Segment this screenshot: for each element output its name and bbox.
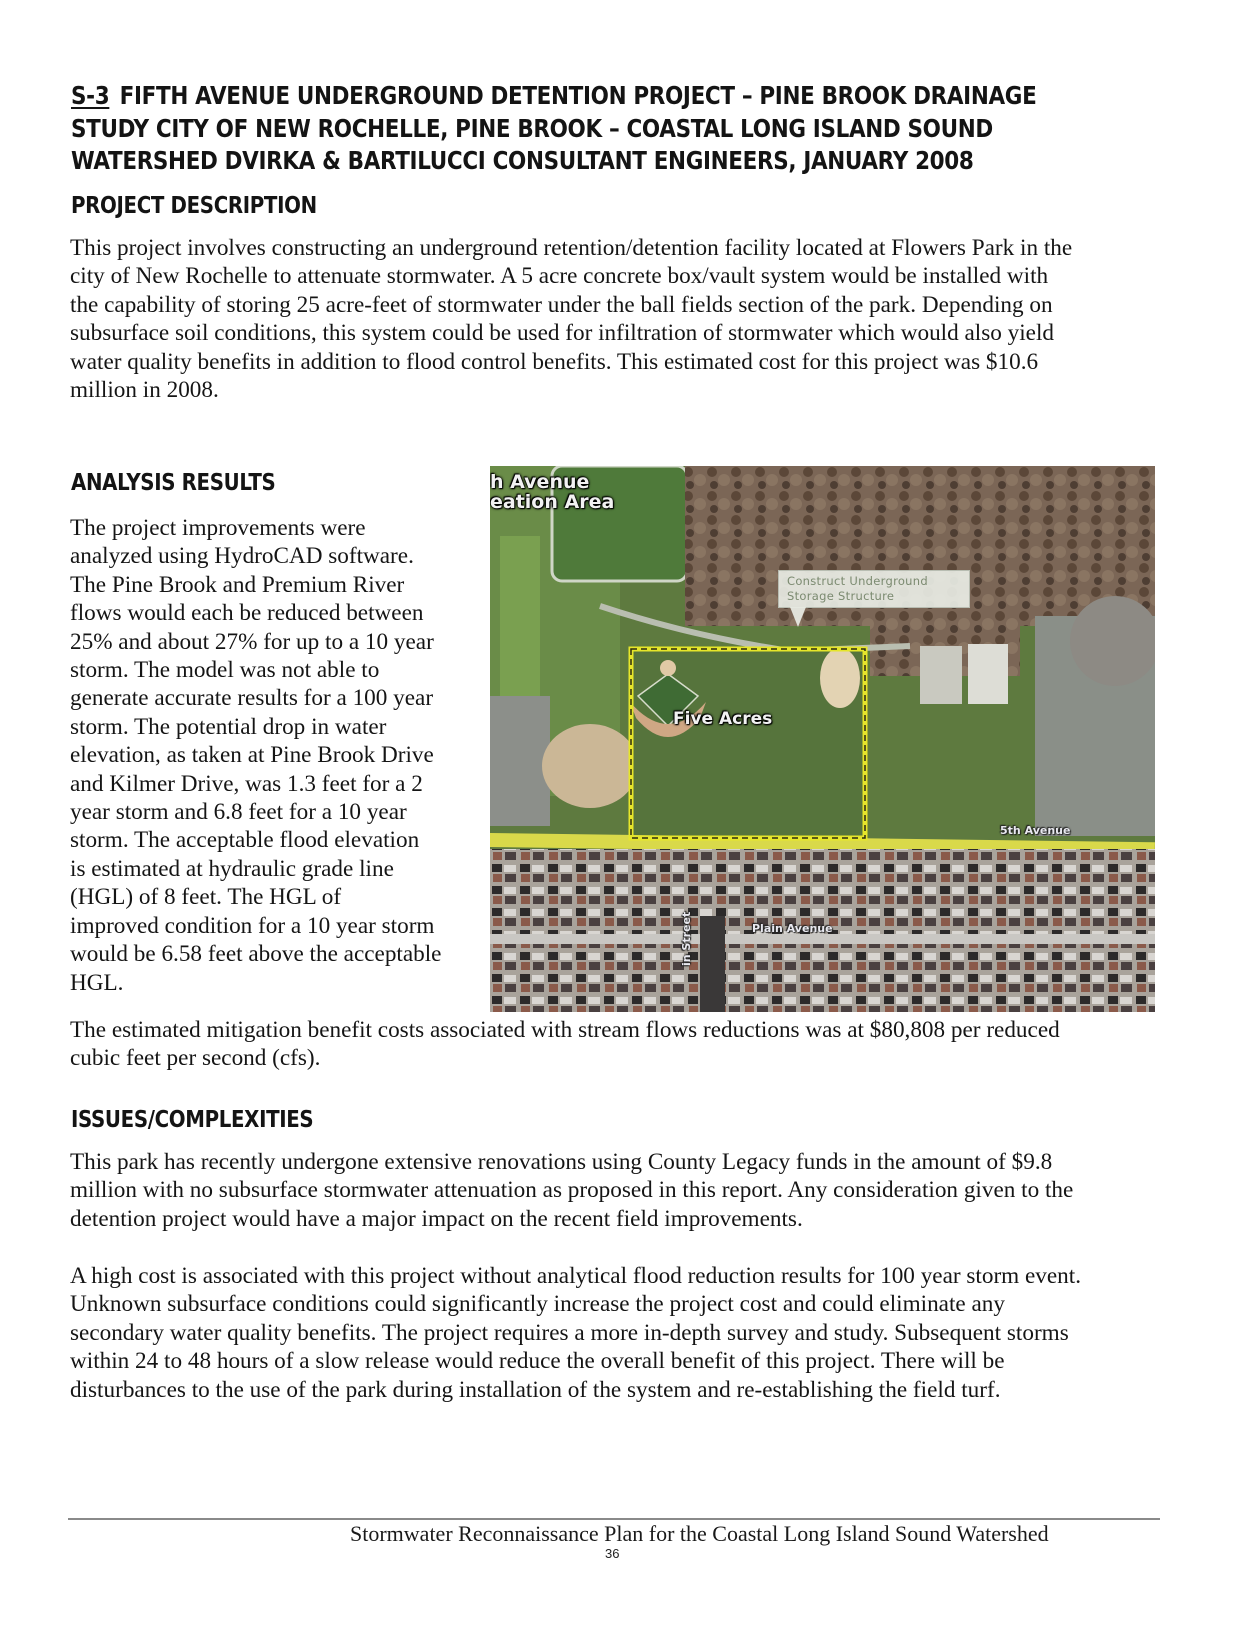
map-label-five-acres: Five Acres bbox=[673, 709, 773, 729]
callout-pointer-icon bbox=[790, 607, 806, 627]
map-callout-construct-storage: Construct Underground Storage Structure bbox=[778, 570, 970, 608]
project-description-text: This project involves constructing an underground retention/detention facility located at Flowers Park in the city of New Rochelle to attenuate stormwater. A 5 acre concrete box/vault system would be installed with the capability of storing 25 acre-feet of stormwater under the ball fields section of the park. Depending on subsurface soil conditions, this system could be used for infiltration of stormwater which would also yield water quality benefits in addition to flood control benefits. This estimated cost for this project was $10.6 million in 2008. bbox=[70, 235, 1073, 404]
map-label-main-street: in Street bbox=[680, 911, 693, 966]
map-label-recreation-area: h Avenue eation Area bbox=[490, 471, 615, 513]
mitigation-cost-text: The estimated mitigation benefit costs associated with stream flows reductions was at $80,808 per reduced cubic feet per second (cfs). bbox=[70, 1017, 1060, 1072]
title-line-2: STUDY CITY OF NEW ROCHELLE, PINE BROOK – COASTAL LONG ISLAND SOUND bbox=[71, 113, 993, 143]
footer-divider bbox=[68, 1518, 1160, 1520]
issues-complexities-heading: ISSUES/COMPLEXITIES bbox=[71, 1107, 314, 1133]
map-label-plain-avenue: Plain Avenue bbox=[752, 922, 833, 935]
issues-paragraph-1: This park has recently undergone extensive renovations using County Legacy funds in the amount of $9.8 million with no subsurface stormwater attenuation as proposed in this report. Any consideration given to the detention project would have a major impact on the recent field improvements. bbox=[70, 1149, 1074, 1232]
page-number: 36 bbox=[605, 1546, 620, 1561]
title-line-3: WATERSHED DVIRKA & BARTILUCCI CONSULTANT ENGINEERS, JANUARY 2008 bbox=[71, 146, 974, 175]
title-line-1: S-3 FIFTH AVENUE UNDERGROUND DETENTION PROJECT – PINE BROOK DRAINAGE bbox=[71, 81, 1037, 110]
project-description-heading: PROJECT DESCRIPTION bbox=[71, 193, 317, 219]
analysis-results-heading: ANALYSIS RESULTS bbox=[71, 470, 276, 496]
project-code: S-3 bbox=[71, 81, 110, 110]
document-title bbox=[71, 80, 1036, 178]
map-label-5th-avenue: 5th Avenue bbox=[1000, 824, 1071, 837]
aerial-site-map bbox=[490, 466, 1155, 1012]
footer-document-title: Stormwater Reconnaissance Plan for the Coastal Long Island Sound Watershed bbox=[350, 1521, 1049, 1546]
analysis-results-text: The project improvements were analyzed using HydroCAD software. The Pine Brook and Premium River flows would each be reduced between 25% and about 27% for up to a 10 year storm. The model was not able to generate accurate results for a 100 year storm. The potential drop in water elevation, as taken at Pine Brook Drive and Kilmer Drive, was 1.3 feet for a 2 year storm and 6.8 feet for a 10 year storm. The acceptable flood elevation is estimated at hydraulic grade line (HGL) of 8 feet. The HGL of improved condition for a 10 year storm would be 6.58 feet above the acceptable HGL. bbox=[70, 515, 442, 996]
issues-paragraph-2: A high cost is associated with this project without analytical flood reduction results for 100 year storm event. Unknown subsurface conditions could significantly increase the project cost and could eliminate any secondary water quality benefits. The project requires a more in-depth survey and study. Subsequent storms within 24 to 48 hours of a slow release would reduce the overall benefit of this project. There will be disturbances to the use of the park during installation of the system and re-establishing the field turf. bbox=[70, 1263, 1082, 1403]
